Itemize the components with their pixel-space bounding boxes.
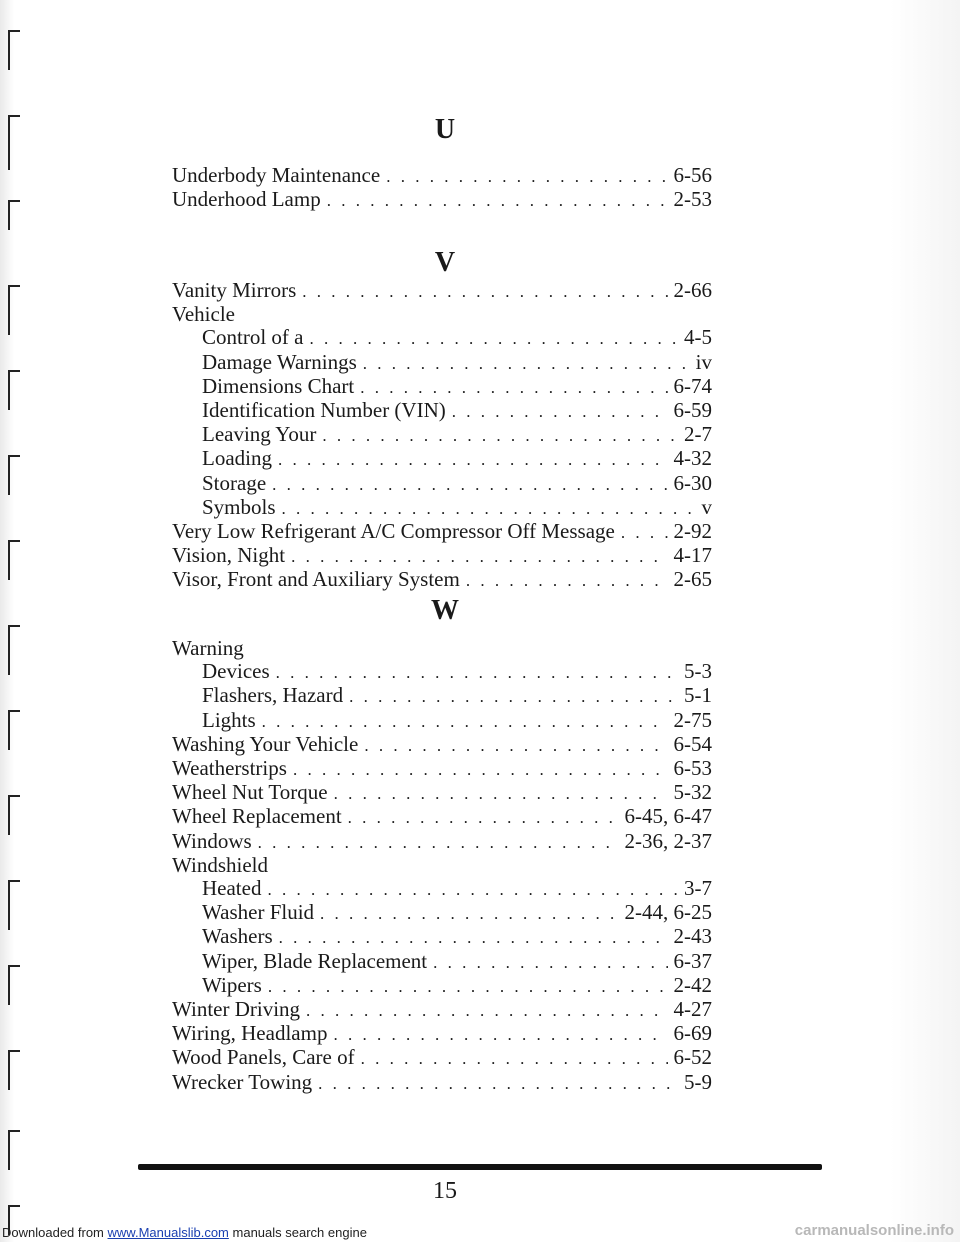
index-entry — [172, 544, 712, 568]
leader-dots — [302, 280, 667, 303]
entry-page: 4-27 — [673, 997, 712, 1022]
entry-label: Wood Panels, Care of — [172, 1045, 355, 1070]
entry-page: 6-69 — [673, 1021, 712, 1046]
entry-page: 4-32 — [673, 446, 712, 471]
crop-mark — [8, 880, 10, 930]
index-subentry — [172, 974, 712, 998]
entry-page: 6-52 — [673, 1045, 712, 1070]
leader-dots — [361, 1047, 668, 1070]
entry-page: 6-30 — [673, 470, 712, 495]
index-heading — [172, 303, 712, 326]
entry-heading: Vehicle — [172, 302, 235, 327]
index-subentry — [172, 496, 712, 520]
leader-dots — [433, 951, 667, 974]
entry-label: Underbody Maintenance — [172, 163, 381, 187]
leader-dots — [320, 902, 618, 925]
index-subentry — [172, 877, 712, 901]
entry-label: Wiper, Blade Replacement — [202, 948, 428, 973]
index-entry — [172, 1071, 712, 1095]
leader-dots — [360, 376, 667, 399]
leader-dots — [278, 448, 668, 471]
leader-dots — [363, 352, 690, 375]
entry-label: Vision, Night — [172, 543, 286, 568]
index-subentry — [172, 423, 712, 447]
leader-dots — [268, 975, 668, 998]
entry-label: Weatherstrips — [172, 756, 287, 781]
index-subentry — [172, 326, 712, 350]
section-letter-u: U — [434, 114, 456, 145]
index-entry — [172, 805, 712, 829]
entry-page: 2-36, 2-37 — [624, 828, 712, 853]
crop-mark — [8, 1050, 10, 1090]
index-entry — [172, 1046, 712, 1070]
index-subentry — [172, 709, 712, 733]
entry-label: Washers — [202, 924, 273, 949]
leader-dots — [318, 1072, 678, 1095]
index-heading — [172, 637, 712, 660]
entry-label: Loading — [202, 446, 272, 471]
entry-page: 5-3 — [684, 659, 712, 684]
entry-page: 2-75 — [673, 707, 712, 732]
leader-dots — [348, 806, 619, 829]
footer-rule — [138, 1164, 822, 1170]
entry-page: 4-5 — [684, 325, 712, 350]
entry-label: Flashers, Hazard — [202, 683, 344, 708]
index-entry — [172, 830, 712, 854]
section-letter-w: W — [431, 595, 459, 626]
entry-label: Very Low Refrigerant A/C Compressor Off Message — [172, 519, 615, 544]
entry-label: Wheel Replacement — [172, 804, 342, 829]
entry-label: Storage — [202, 470, 267, 495]
entry-page: 6-54 — [673, 731, 712, 756]
manualslib-link[interactable]: www.Manualslib.com — [107, 1225, 229, 1240]
page-shadow — [890, 0, 960, 1242]
leader-dots — [306, 999, 667, 1022]
entry-page: 6-53 — [673, 756, 712, 781]
footer-suffix: manuals search engine — [232, 1225, 367, 1240]
entry-label: Damage Warnings — [202, 349, 357, 374]
leader-dots — [621, 521, 668, 544]
entry-heading: Windshield — [172, 852, 268, 877]
crop-mark — [8, 965, 10, 1005]
index-subentry — [172, 950, 712, 974]
watermark: carmanualsonline.info — [794, 1222, 954, 1239]
leader-dots — [262, 710, 668, 733]
section-v-entries — [172, 279, 712, 593]
index-subentry — [172, 351, 712, 375]
entry-page: 2-66 — [673, 278, 712, 302]
entry-page: 2-53 — [673, 187, 712, 212]
entry-label: Underhood Lamp — [172, 187, 321, 212]
entry-page: 2-65 — [673, 567, 712, 592]
index-entry — [172, 568, 712, 592]
index-subentry — [172, 660, 712, 684]
crop-mark — [8, 540, 10, 580]
entry-page: 6-59 — [673, 398, 712, 423]
crop-mark — [8, 795, 10, 835]
leader-dots — [272, 473, 667, 496]
entry-page: 6-37 — [673, 948, 712, 973]
download-footer — [2, 1225, 367, 1240]
index-entry — [172, 279, 712, 303]
entry-label: Identification Number (VIN) — [202, 398, 446, 423]
entry-label: Lights — [202, 707, 256, 732]
footer-prefix: Downloaded from — [2, 1225, 104, 1240]
index-entry — [172, 757, 712, 781]
index-entry — [172, 998, 712, 1022]
index-subentry — [172, 399, 712, 423]
entry-label: Windows — [172, 828, 252, 853]
entry-label: Control of a — [202, 325, 304, 350]
entry-label: Devices — [202, 659, 270, 684]
index-heading — [172, 854, 712, 877]
entry-label: Wrecker Towing — [172, 1069, 313, 1094]
entry-page: 2-43 — [673, 924, 712, 949]
index-entry — [172, 781, 712, 805]
entry-page: 5-32 — [673, 780, 712, 805]
leader-dots — [293, 758, 668, 781]
entry-page: iv — [695, 349, 712, 374]
leader-dots — [291, 545, 667, 568]
index-subentry — [172, 901, 712, 925]
leader-dots — [364, 734, 667, 757]
entry-label: Wheel Nut Torque — [172, 780, 328, 805]
entry-page: 5-1 — [684, 683, 712, 708]
leader-dots — [258, 831, 619, 854]
entry-label: Symbols — [202, 494, 276, 519]
entry-page: 2-92 — [673, 519, 712, 544]
leader-dots — [267, 878, 678, 901]
entry-heading: Warning — [172, 636, 244, 660]
entry-page: 2-44, 6-25 — [624, 900, 712, 925]
leader-dots — [279, 926, 668, 949]
section-u-entries — [172, 164, 712, 212]
entry-page: 6-45, 6-47 — [624, 804, 712, 829]
entry-label: Washer Fluid — [202, 900, 315, 925]
entry-label: Vanity Mirrors — [172, 278, 297, 302]
entry-label: Dimensions Chart — [202, 373, 355, 398]
leader-dots — [386, 165, 667, 188]
entry-label: Washing Your Vehicle — [172, 731, 359, 756]
crop-mark — [8, 1130, 10, 1170]
entry-label: Visor, Front and Auxiliary System — [172, 567, 460, 592]
leader-dots — [322, 424, 678, 447]
entry-label: Winter Driving — [172, 997, 301, 1022]
index-subentry — [172, 447, 712, 471]
entry-page: 5-9 — [684, 1069, 712, 1094]
crop-mark — [8, 200, 10, 230]
leader-dots — [276, 661, 678, 684]
index-entry — [172, 1022, 712, 1046]
index-subentry — [172, 684, 712, 708]
entry-label: Wipers — [202, 972, 262, 997]
index-subentry — [172, 375, 712, 399]
crop-mark — [8, 455, 10, 495]
section-w-entries — [172, 637, 712, 1095]
leader-dots — [452, 400, 668, 423]
index-entry — [172, 164, 712, 188]
leader-dots — [349, 685, 678, 708]
crop-mark — [8, 710, 10, 750]
crop-mark — [8, 285, 10, 335]
crop-mark — [8, 30, 10, 70]
page-number: 15 — [433, 1178, 457, 1204]
entry-page: 2-42 — [673, 972, 712, 997]
entry-label: Wiring, Headlamp — [172, 1021, 328, 1046]
index-subentry — [172, 472, 712, 496]
leader-dots — [309, 327, 678, 350]
leader-dots — [333, 1023, 667, 1046]
entry-page: 6-74 — [673, 373, 712, 398]
crop-mark — [8, 625, 10, 675]
crop-mark — [8, 370, 10, 410]
entry-label: Leaving Your — [202, 422, 317, 447]
section-letter-v: V — [434, 247, 456, 278]
leader-dots — [282, 497, 696, 520]
index-subentry — [172, 925, 712, 949]
entry-page: v — [701, 494, 712, 519]
entry-label: Heated — [202, 876, 262, 901]
entry-page: 6-56 — [673, 163, 712, 187]
entry-page: 3-7 — [684, 876, 712, 901]
entry-page: 4-17 — [673, 543, 712, 568]
leader-dots — [466, 569, 668, 592]
index-entry — [172, 733, 712, 757]
index-entry — [172, 520, 712, 544]
index-entry — [172, 188, 712, 212]
leader-dots — [327, 189, 668, 212]
leader-dots — [334, 782, 668, 805]
entry-page: 2-7 — [684, 422, 712, 447]
